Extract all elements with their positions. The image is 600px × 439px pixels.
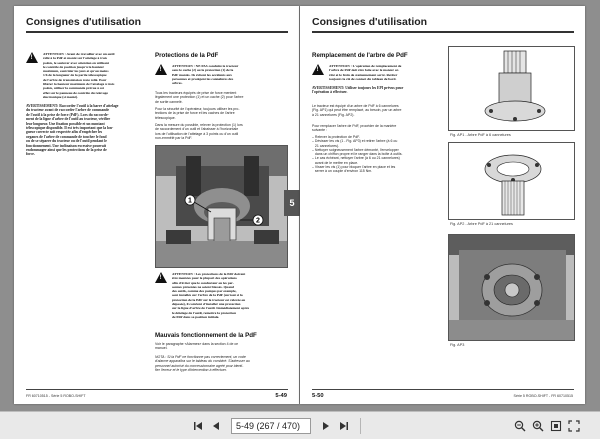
footer-rule bbox=[312, 389, 574, 390]
next-page-icon bbox=[321, 421, 331, 431]
steps-list bbox=[312, 135, 442, 174]
page-header-title: Consignes d'utilisation bbox=[312, 16, 428, 28]
pdf-protection-photo bbox=[155, 145, 288, 268]
pto-removal-photo bbox=[449, 235, 575, 341]
figure-caption: Fig. AP3 bbox=[450, 343, 465, 347]
figure-caption: Fig. AP1 - Arbre PdF à 6 cannelures bbox=[450, 133, 511, 137]
next-page-button[interactable] bbox=[318, 418, 334, 434]
zoom-out-button[interactable] bbox=[512, 418, 528, 434]
section-title-pdf-protection: Protections de la PdF bbox=[155, 52, 219, 59]
warning-text: ATTENTION : Les protections de la PdF doivent être montées pour le plupart des opérations afin d'éviter que le conducteur ou les per- sonnes présentes ne soient blessés. Quand des outils, comme des pompes par exemple, sont installés sur l'arbre de la PdF (surtout si la protection de la PdF sur le tracteur est relevée ou déposée), il convient d'installer une protection sur la ligne d'arbre de l'outil. Immédiatement après le dételage de l'outil, remettre la protection de PdF dans sa position initiale. bbox=[172, 272, 250, 319]
viewer-toolbar bbox=[0, 411, 600, 439]
page-header-title: Consignes d'utilisation bbox=[26, 16, 142, 28]
paragraph: Voir le paragraphe «Alarmes» dans la section 4 de ce manuel. bbox=[155, 342, 239, 351]
zoom-in-button[interactable] bbox=[530, 418, 546, 434]
figure-caption: Fig. AP2 - Arbre PdF à 21 cannelures bbox=[450, 222, 513, 226]
list-item: – Le cas échéant, nettoyer l'arbre (à 6 ou 21 cannelures) avant de le mettre en place. bbox=[312, 156, 400, 165]
footer-text: FR 60710515 - Série 5 ROBO-SHIFT bbox=[26, 394, 86, 398]
fit-page-button[interactable] bbox=[548, 418, 564, 434]
zoom-out-icon bbox=[514, 420, 526, 432]
page-number: 5-49 bbox=[275, 393, 287, 399]
warning-text: ATTENTION : Avant de travailler avec un outil relié à la PdF et monté sur l'attelage à trois points, le soulever avec attention en utilisant le contrôle de position jusqu'à la hauteur maximum, contrôler les jeux et qu'au moins 1/6 de la longueur de la partie télescopique de l'arbre de transmission reste relié. Pour libérer la hauteur maximum de l'attelage à trois points, utiliser la commande prévue à cet effet sur le panneau de contrôle du relevage électronique (si monté). bbox=[43, 52, 115, 99]
warning-icon bbox=[312, 64, 324, 75]
callout-2: 2 bbox=[256, 217, 260, 225]
chapter-tab: 5 bbox=[284, 190, 300, 216]
figure-ap3 bbox=[448, 234, 575, 341]
page-left bbox=[14, 6, 299, 404]
previous-page-icon bbox=[211, 421, 221, 431]
pto-shaft-6-spline-illustration bbox=[449, 47, 575, 131]
zoom-in-icon bbox=[532, 420, 544, 432]
page-number-field[interactable]: 5-49 (267 / 470) bbox=[231, 418, 311, 434]
warning-icon bbox=[26, 52, 38, 63]
paragraph: Tous les tracteurs équipés de prise de force mentent légalement une protection (1) et un cache (2) pour l'arbre de sortie cannelé. bbox=[155, 91, 244, 104]
toolbar-separator bbox=[360, 418, 361, 434]
warning-text: ATTENTION : L'opération de remplacement de l'arbre de PdF doit être faite avec le moteur ar- rêté et le frein de stationnement serré. Retirer toujours la clé de contact du tableau de bord. bbox=[329, 64, 402, 81]
pdf-photo-illustration bbox=[156, 146, 288, 268]
last-page-icon bbox=[339, 421, 349, 431]
fullscreen-icon bbox=[568, 420, 580, 432]
warning-text: ATTENTION : NE PAS conduire le tracteur sans le cache (2) ou la protection (1) de la PdF montés. Ils évitent les accidents aux personnes et protègent les cannelures des arbres. bbox=[172, 64, 239, 86]
list-item: – Nettoyer soigneusement l'arbre démonté, l'envelopper dans un chiffon propre et le ranger dans la boîte à outils. bbox=[312, 147, 403, 157]
last-page-button[interactable] bbox=[336, 418, 352, 434]
section-title-replace: Remplacement de l'arbre de PdF bbox=[312, 52, 408, 59]
footer-text: Série 5 ROBO-SHIFT - FR 60710515 bbox=[513, 394, 573, 398]
page-right bbox=[300, 6, 585, 404]
list-item: – Visser les vis (1) pour bloquer l'arbre en place et les serrer à un couple d'environ 115 Nm. bbox=[312, 165, 396, 174]
previous-page-button[interactable] bbox=[208, 418, 224, 434]
page-number: 5-50 bbox=[312, 393, 324, 399]
paragraph: Dans la mesure du possible, relever la protection (1) lors de raccordement d'un outil et l'abaisser à l'horizontale lors de l'utilisation de l'attelage à 3 points ou d'un outil non-emmêlé par la PdF. bbox=[155, 123, 243, 140]
pto-shaft-21-spline-illustration bbox=[449, 143, 575, 220]
fullscreen-button[interactable] bbox=[566, 418, 582, 434]
header-rule bbox=[312, 31, 574, 33]
footer-rule bbox=[26, 389, 288, 390]
paragraph: Pour remplacer l'arbre de PdF, procéder de la manière suivante : bbox=[312, 124, 397, 133]
header-rule bbox=[26, 31, 288, 33]
warning-icon bbox=[155, 272, 167, 283]
paragraph: Pour la sécurité de l'opérateur, toujours utiliser les pro- tections de la prise de force et les caches de l'arbre télescopique. bbox=[155, 107, 240, 120]
list-item: – Relever la protection de PdF. bbox=[312, 135, 360, 139]
callout-1: 1 bbox=[188, 197, 192, 205]
warning-paragraph: AVERTISSEMENT: Utiliser toujours les EPI prévus pour l'opération à effectuer. bbox=[312, 86, 404, 95]
list-item: – Dévisser les vis (1 - Fig. AP3) et retirer l'arbre (à 6 ou 21 cannelures). bbox=[312, 139, 398, 148]
section-title-malfunction: Mauvais fonctionnement de la PdF bbox=[155, 332, 257, 339]
warning-icon bbox=[155, 64, 167, 75]
warning-paragraph: AVERTISSEMENT: Raccorder l'outil à la barre d'attelage du tracteur avant de raccorder l'arbre de commande de l'outil à la prise de force (PdF). Lors du raccorde- ment de la ligne d'arbre de l'outil au tracteur, vérifier leur longueur. Une fixation possible et un montant télescopique disponible. Il est très important que la lon- gueur correcte soit respectée afin d'empêcher les organes de l'arbre de commande de toucher le fond ou de se séparer du tracteur ou de l'outil pendant le fonctionnement. Une inclinaison excessive pourrait endommager ainsi que les protections de la prise de force. bbox=[26, 104, 119, 157]
figure-ap1 bbox=[448, 46, 575, 131]
note-paragraph: NOTA : Si la PdF ne fonctionne pas correctement, un code d'alarme apparaîtra sur le tableau du combiné. S'adresser au personnel autorisé du concessionnaire agréé pour identi- fier l'erreur et le type d'intervention à effectuer. bbox=[155, 355, 250, 372]
fit-page-icon bbox=[550, 420, 562, 432]
figure-ap2 bbox=[448, 142, 575, 220]
paragraph: Le tracteur est équipé d'un arbre de PdF à 6 cannelures (Fig. AP1) qui peut être remplacé, au besoin, par un arbre à 21 cannelures (Fig. AP2). bbox=[312, 104, 402, 117]
first-page-button[interactable] bbox=[190, 418, 206, 434]
first-page-icon bbox=[193, 421, 203, 431]
